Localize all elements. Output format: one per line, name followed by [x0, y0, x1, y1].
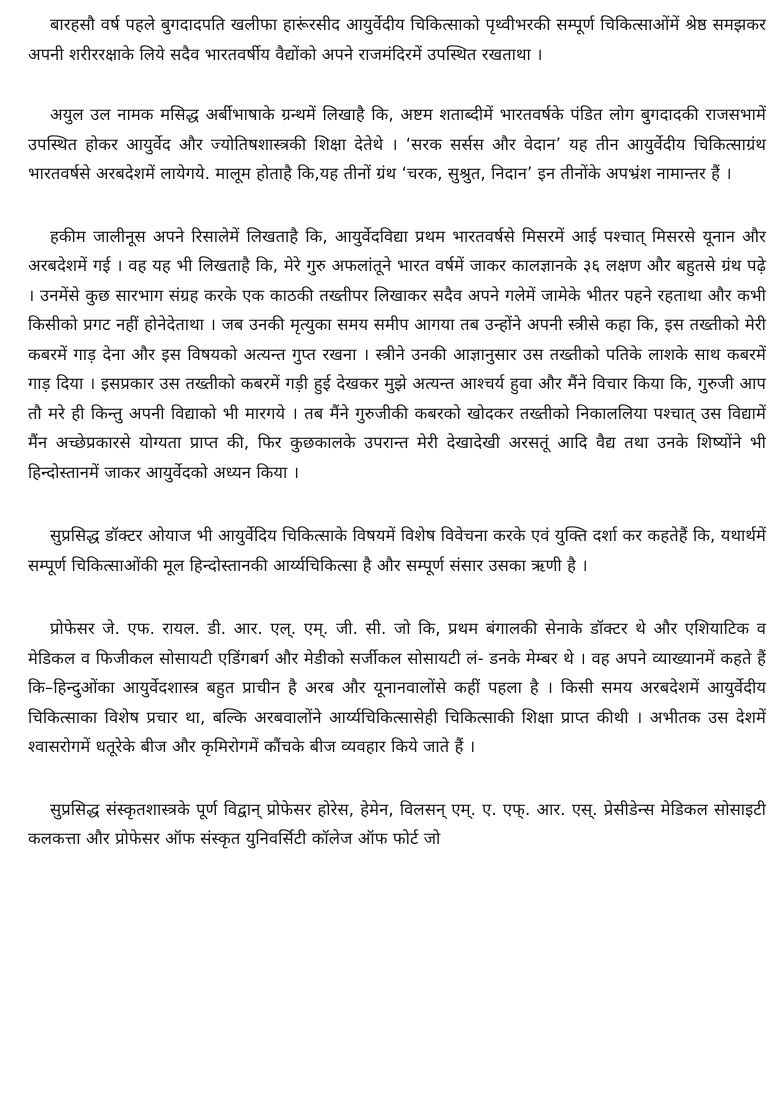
- paragraph-professor-royle: प्रोफेसर जे. एफ. रायल. डी. आर. एल्. एम्. जी. सी. जो कि, प्रथम बंगालकी सेनाके डॉक्टर थे और एशियाटिक व मेडिकल व फिजीकल सोसायटी एडिंगबर्ग और मेडीको सर्जीकल सोसायटी लं- डनके मेम्बर थे । वह अपने व्याख्यानमें कहते हैं कि–हिन्दुओंका आयुर्वेदशास्त्र बहुत प्राचीन है अरब और यूनानवालोंसे कहीं पहला है । किसी समय अरबदेशमें आयुर्वेदीय चिकित्साका विशेष प्रचार था, बल्कि अरबवालोंने आर्य्यचिकित्सासेही चिकित्साकी शिक्षा प्राप्त कीथी । अभीतक उस देशमें श्वासरोगमें धतूरेके बीज और कृमिरोगमें कौंचके बीज व्यवहार किये जाते हैं ।: [28, 619, 766, 756]
- paragraph-professor-wilson: सुप्रसिद्ध संस्कृतशास्त्रके पूर्ण विद्वान् प्रोफेसर होरेस, हेमेन, विलसन् एम्. ए. एफ्. आर. एस्. प्रेसीडेन्स मेडिकल सोसाइटी कलकत्ता और प्रोफेसर ऑफ संस्कृत युनिवर्सिटी कॉलेज ऑफ फोर्ट जो: [28, 799, 766, 848]
- paragraph-arabic-texts: अयुल उल नामक मसिद्ध अर्बीभाषाके ग्रन्थमें लिखाहै कि, अष्टम शताब्दीमें भारतवर्षके पंडित लोग बुगदादकी राजसभामें उपस्थित होकर आयुर्वेद और ज्योतिषशास्त्रकी शिक्षा देतेथे । ‘सरक सर्सस और वेदान’ यह तीन आयुर्वेदीय चिकित्साग्रंथ भारतवर्षसे अरबदेशमें लायेगये. मालूम होताहै कि,यह तीनों ग्रंथ ‘चरक, सुश्रुत, निदान’ इन तीनोंके अपभ्रंश नामान्तर हैं ।: [28, 105, 766, 183]
- paragraph-galen-account: हकीम जालीनूस अपने रिसालेमें लिखताहै कि, आयुर्वेदविद्या प्रथम भारतवर्षसे मिसरमें आई पश्चात् मिसरसे यूनान और अरबदेशमें गई । वह यह भी लिखताहै कि, मेरे गुरु अफलांतूने भारत वर्षमें जाकर कालज्ञानके ३६ लक्षण और बहुतसे ग्रंथ पढ़े । उनमेंसे कुछ सारभाग संग्रह करके एक काठकी तख्तीपर लिखाकर सदैव अपने गलेमें जामेके भीतर पहने रहताथा और कभी किसीको प्रगट नहीं होनेदेताथा । जब उनकी मृत्युका समय समीप आगया तब उन्होंने अपनी स्त्रीसे कहा कि, इस तख्तीको मेरी कबरमें गाड़ देना और इस विषयको अत्यन्त गुप्त रखना । स्त्रीने उनकी आज्ञानुसार उस तख्तीको पतिके लाशके साथ कबरमें गाड़ दिया । इसप्रकार उस तख्तीको कबरमें गड़ी हुई देखकर मुझे अत्यन्त आश्चर्य हुवा और मैंने विचार किया कि, गुरुजी आप तौ मरे ही किन्तु अपनी विद्याको भी मारगये । तब मैंने गुरुजीकी कबरको खोदकर तख्तीको निकाललिया पश्चात् उस विद्यामें मैंन अच्छेप्रकारसे योग्यता प्राप्त की, फिर कुछकालके उपरान्त मेरी देखादेखी अरसतूं आदि वैद्य तथा उनके शिष्योंने भी हिन्दोस्तानमें जाकर आयुर्वेदको अध्यन किया ।: [28, 226, 766, 482]
- paragraph-doctor-opinion: सुप्रसिद्ध डॉक्टर ओयाज भी आयुर्वेदिय चिकित्साके विषयमें विशेष विवेचना करके एवं युक्ति दर्शा कर कहतेहैं कि, यथार्थमें सम्पूर्ण चिकित्साओंकी मूल हिन्दोस्तानकी आर्य्यचिकित्सा है और सम्पूर्ण संसार उसका ऋणी है ।: [28, 526, 766, 575]
- paragraph-harun-rashid: बारहसौ वर्ष पहले बुगदादपति खलीफा हारूंरसीद आयुर्वेदीय चिकित्साको पृथ्वीभरकी सम्पूर्ण चिकित्साओंमें श्रेष्ठ समझकर अपनी शरीररक्षाके लिये सदैव भारतवर्षीय वैद्योंको अपने राजमंदिरमें उपस्थित रखताथा ।: [28, 15, 766, 64]
